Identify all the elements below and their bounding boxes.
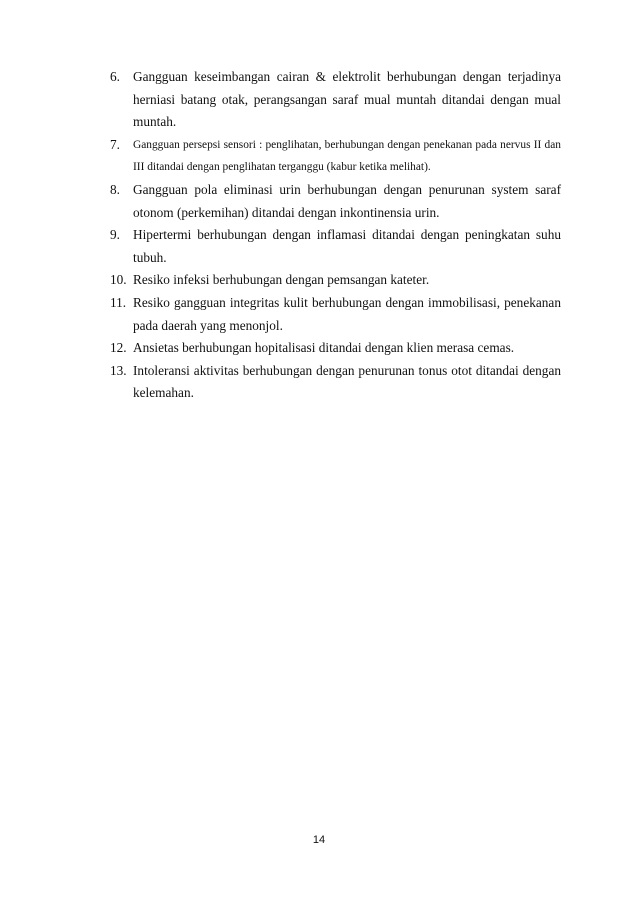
list-item-7 [110,134,561,179]
list-item-9 [110,224,561,269]
list-item-13 [110,360,561,405]
list-number: 10. [110,272,127,288]
list-text: Ansietas berhubungan hopitalisasi ditandai dengan klien merasa cemas. [133,340,515,356]
list-number: 13. [110,362,127,378]
list-number: 7. [110,136,120,152]
list-item-10 [110,269,561,292]
list-number: 11. [110,294,127,310]
list-text: Intoleransi aktivitas berhubungan dengan penurunan tonus otot ditandai dengan kelemahan. [133,362,561,401]
list-number: 6. [110,69,120,84]
list-item-11 [110,292,561,337]
list-text: Gangguan persepsi sensori : penglihatan, berhubungan dengan penekanan pada nervus II dan III ditandai dengan penglihatan terganggu (kabur ketika melihat). [133,138,561,174]
list-text: Gangguan pola eliminasi urin berhubungan dengan penurunan system saraf otonom (perkemihan) ditandai dengan inkontinensia urin. [133,181,561,220]
list-item-6 [110,66,561,134]
list-number: 9. [110,227,120,243]
list-text: Resiko gangguan integritas kulit berhubungan dengan immobilisasi, penekanan pada daerah yang menonjol. [133,294,561,333]
diagnosis-list [110,66,561,405]
list-text: Gangguan keseimbangan cairan & elektrolit berhubungan dengan terjadinya herniasi batang otak, perangsangan saraf mual muntah ditandai dengan mual muntah. [133,69,561,130]
list-text: Hipertermi berhubungan dengan inflamasi ditandai dengan peningkatan suhu tubuh. [133,227,561,265]
page-number: 14 [312,834,326,846]
list-item-8 [110,179,561,224]
list-number: 8. [110,181,120,197]
list-item-12 [110,337,561,360]
list-number: 12. [110,340,127,356]
list-text: Resiko infeksi berhubungan dengan pemsangan kateter. [133,272,430,288]
